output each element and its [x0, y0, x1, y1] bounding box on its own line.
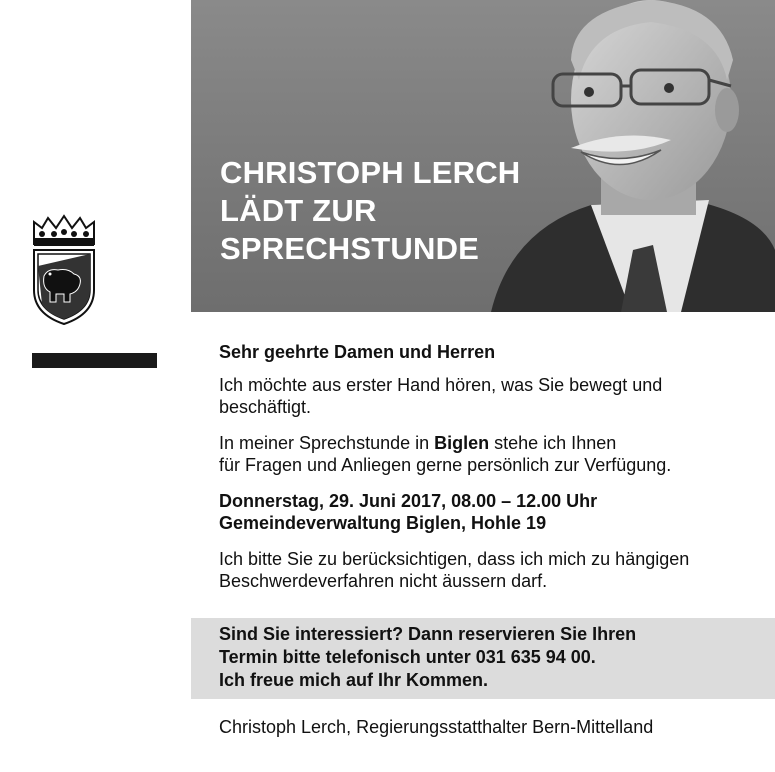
signature: Christoph Lerch, Regierungsstatthalter Bern-Mittelland — [219, 717, 654, 737]
bern-coat-of-arms-icon — [30, 214, 98, 326]
header-banner — [191, 0, 775, 312]
event-location: Gemeindeverwaltung Biglen, Hohle 19 — [219, 513, 547, 533]
paragraph-consultation-line2: für Fragen und Anliegen gerne persönlich zur Verfügung. — [219, 455, 672, 475]
event-details — [219, 490, 759, 534]
portrait-photo — [481, 0, 775, 312]
decorative-bar — [32, 353, 157, 368]
callout-box — [191, 618, 775, 699]
greeting: Sehr geehrte Damen und Herren — [219, 342, 496, 362]
callout-text: Sind Sie interessiert? Dann reservieren Sie Ihren Termin bitte telefonisch unter 031 635 94 00. Ich freue mich auf Ihr Kommen. — [219, 624, 637, 690]
place-name: Biglen — [434, 433, 490, 453]
paragraph-consultation-start: In meiner Sprechstunde in — [219, 433, 435, 453]
paragraph-intro: Ich möchte aus erster Hand hören, was Sie bewegt und beschäftigt. — [219, 375, 663, 417]
headline: CHRISTOPH LERCH LÄDT ZUR SPRECHSTUNDE — [220, 155, 521, 266]
paragraph-notice: Ich bitte Sie zu berücksichtigen, dass ich mich zu hängigen Beschwerdeverfahren nicht äussern darf. — [219, 549, 690, 591]
paragraph-consultation — [219, 432, 759, 476]
event-date-time: Donnerstag, 29. Juni 2017, 08.00 – 12.00 Uhr — [219, 491, 598, 511]
body-text — [219, 341, 759, 592]
paragraph-consultation-rest: stehe ich Ihnen — [489, 433, 617, 453]
